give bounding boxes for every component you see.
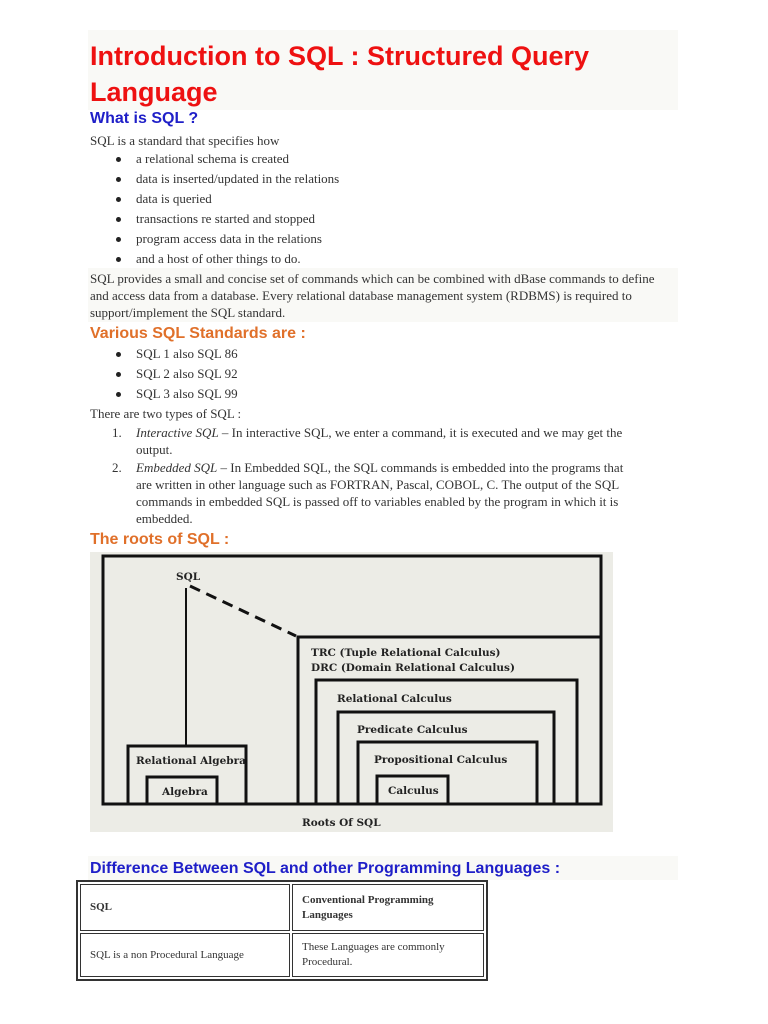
- list-item: data is queried: [90, 189, 339, 209]
- list-item: program access data in the relations: [90, 229, 339, 249]
- list-term: Embedded SQL: [136, 460, 218, 475]
- list-item: SQL 1 also SQL 86: [90, 344, 238, 364]
- table-header-cell: SQL: [80, 884, 290, 931]
- table-cell: These Languages are commonly Procedural.: [292, 933, 484, 977]
- table-cell: SQL is a non Procedural Language: [80, 933, 290, 977]
- diagram-label-propositional-calculus: Propositional Calculus: [374, 754, 508, 766]
- roots-heading: The roots of SQL :: [90, 531, 230, 548]
- difference-heading: Difference Between SQL and other Programming Languages :: [90, 860, 561, 877]
- what-is-sql-heading: What is SQL ?: [90, 110, 199, 127]
- what-is-sql-intro: SQL is a standard that specifies how: [90, 133, 280, 148]
- sql-description-paragraph: SQL provides a small and concise set of commands which can be combined with dBase commands to define and access data from a database. Every relational database management system (RDBMS) is required to support/implement the SQL standard.: [90, 271, 655, 320]
- list-text: – In Embedded SQL, the SQL commands is embedded into the programs that are written in other language such as FORTRAN, Pascal, COBOL, C. The output of the SQL commands in embedded SQL is passed off to variables enabled by the program in which it is embedded.: [136, 460, 624, 526]
- table-header-row: [80, 884, 484, 931]
- table-header-cell: Conventional Programming Languages: [292, 884, 484, 931]
- page-title: Introduction to SQL : Structured Query Language: [90, 41, 590, 107]
- diagram-label-relational-algebra: Relational Algebra: [136, 755, 246, 767]
- roots-diagram-svg: [90, 552, 613, 832]
- sql-standards-list: [90, 344, 238, 404]
- list-item: SQL 2 also SQL 92: [90, 364, 238, 384]
- table-row: [80, 933, 484, 977]
- sql-standards-heading: Various SQL Standards are :: [90, 325, 306, 342]
- list-number: 1.: [112, 425, 122, 440]
- diagram-label-sql: SQL: [176, 571, 201, 583]
- list-text: – In interactive SQL, we enter a command, it is executed and we may get the output.: [136, 425, 623, 457]
- list-item: SQL 3 also SQL 99: [90, 384, 238, 404]
- sql-types-intro: There are two types of SQL :: [90, 406, 242, 421]
- diagram-label-drc: DRC (Domain Relational Calculus): [311, 662, 515, 674]
- diagram-label-trc: TRC (Tuple Relational Calculus): [311, 647, 501, 659]
- diagram-label-predicate-calculus: Predicate Calculus: [357, 724, 468, 736]
- comparison-table: [76, 880, 488, 981]
- diagram-label-algebra: Algebra: [162, 786, 208, 798]
- what-is-sql-bullets: [90, 149, 339, 269]
- list-item: a relational schema is created: [90, 149, 339, 169]
- list-number: 2.: [112, 460, 122, 475]
- sql-to-calculus-dashed-line: [190, 586, 296, 636]
- roots-of-sql-diagram: [90, 552, 613, 832]
- list-item: and a host of other things to do.: [90, 249, 339, 269]
- list-item: [90, 424, 635, 458]
- list-item: transactions re started and stopped: [90, 209, 339, 229]
- list-item: data is inserted/updated in the relations: [90, 169, 339, 189]
- diagram-label-calculus: Calculus: [388, 785, 439, 797]
- diagram-label-relational-calculus: Relational Calculus: [337, 693, 452, 705]
- list-item: [90, 459, 635, 527]
- list-term: Interactive SQL: [136, 425, 219, 440]
- sql-types-list: [90, 424, 635, 528]
- diagram-caption: Roots Of SQL: [302, 817, 381, 829]
